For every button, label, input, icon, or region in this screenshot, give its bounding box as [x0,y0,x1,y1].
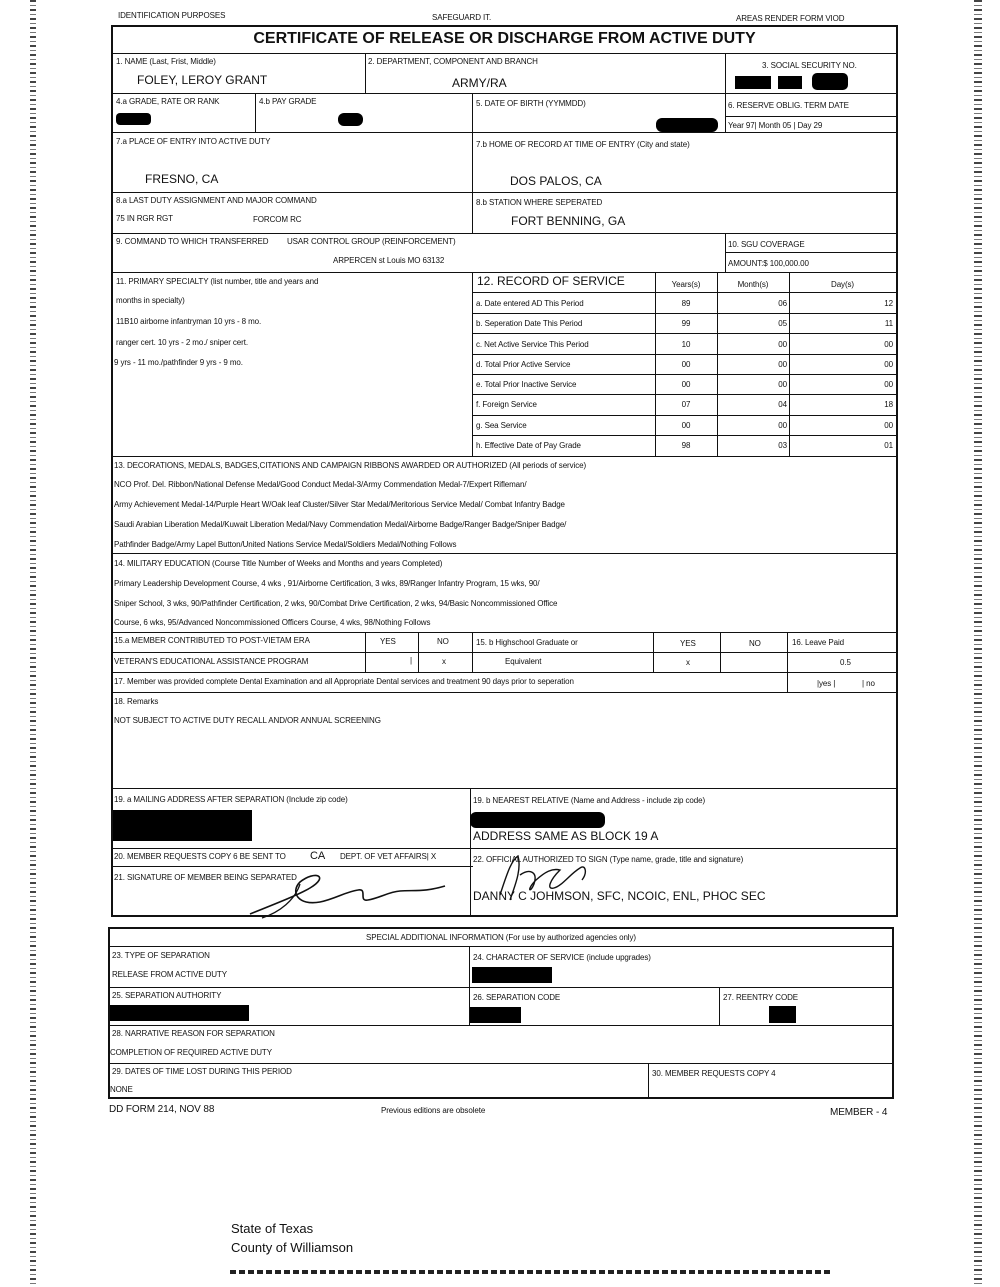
b12-header-years: Years(s) [671,280,701,289]
b12-days: 00 [884,380,893,389]
b23-label: 23. TYPE OF SEPARATION [112,951,210,960]
sep-code-redaction [470,1007,521,1023]
b5-label: 5. DATE OF BIRTH (YYMMDD) [476,99,586,108]
b7b-value: DOS PALOS, CA [510,174,602,188]
scan-edge-right [974,0,982,1287]
b18-remarks-value: NOT SUBJECT TO ACTIVE DUTY RECALL AND/OR ANNUAL SCREENING [114,716,381,725]
b15a-yes-header: YES [380,637,396,646]
cutoff-text-line [230,1270,830,1274]
b15a-label: 15.a MEMBER CONTRIBUTED TO POST-VIETAM ERA [114,636,310,645]
top-left-text: IDENTIFICATION PURPOSES [118,11,226,20]
b4b-label: 4.b PAY GRADE [259,97,317,106]
character-redaction [472,967,552,983]
b6-label: 6. RESERVE OBLIG. TERM DATE [728,101,849,110]
obsolete-note: Previous editions are obsolete [381,1106,486,1115]
b12-row-label: h. Effective Date of Pay Grade [476,441,581,450]
b2-label: 2. DEPARTMENT, COMPONENT AND BRANCH [368,57,538,66]
b9-label: 9. COMMAND TO WHICH TRANSFERRED [116,237,269,246]
b8a-label: 8.a LAST DUTY ASSIGNMENT AND MAJOR COMMAND [116,196,317,205]
b15a-label-2: VETERAN'S EDUCATIONAL ASSISTANCE PROGRAM [114,657,309,666]
b17-no: | no [862,679,875,688]
b19b-label: 19. b NEAREST RELATIVE (Name and Address - include zip code) [473,796,706,805]
b12-days: 11 [884,319,893,328]
form-number: DD FORM 214, NOV 88 [109,1104,215,1115]
top-right-text: AREAS RENDER FORM VIOD [736,14,845,23]
b13-label: 13. DECORATIONS, MEDALS, BADGES,CITATIONS AND CAMPAIGN RIBBONS AWARDED OR AUTHORIZED (All periods of service) [114,461,587,470]
b1-name-value: FOLEY, LEROY GRANT [137,73,268,87]
b17-label: 17. Member was provided complete Dental Examination and all Appropriate Dental services and treatment 90 days prior to seperation [114,677,574,686]
b12-months: 04 [778,400,787,409]
b6-value: Year 97| Month 05 | Day 29 [728,121,823,130]
member-copy: MEMBER - 4 [830,1107,888,1118]
b15b-no-header: NO [749,639,761,648]
b12-title: 12. RECORD OF SERVICE [477,274,625,288]
b12-years: 10 [681,340,691,349]
b12-months: 06 [778,299,787,308]
b12-days: 00 [884,360,893,369]
b27-label: 27. REENTRY CODE [723,993,799,1002]
form-title: CERTIFICATE OF RELEASE OR DISCHARGE FROM ACTIVE DUTY [253,30,756,47]
b12-months: 00 [778,340,787,349]
b12-days: 00 [884,421,893,430]
b9-value: USAR CONTROL GROUP (REINFORCEMENT) [287,237,456,246]
b28-value: COMPLETION OF REQUIRED ACTIVE DUTY [110,1048,272,1057]
b16-value: 0.5 [840,658,851,667]
b11-label: 11. PRIMARY SPECIALTY (list number, title and years and [116,277,319,286]
b13-line: NCO Prof. Del. Ribbon/National Defense Medal/Good Conduct Medal-3/Army Commendation Medal-7/Expert Rifleman/ [114,480,527,489]
b15b-yes-header: YES [680,639,696,648]
dob-redaction [656,118,718,132]
b12-header-months: Month(s) [737,280,769,289]
official-signature [490,850,610,905]
b16-label: 16. Leave Paid [792,638,844,647]
b29-label: 29. DATES OF TIME LOST DURING THIS PERIOD [112,1067,292,1076]
b19b-value: ADDRESS SAME AS BLOCK 19 A [473,829,659,843]
grade-redaction [116,113,151,125]
b20-label: 20. MEMBER REQUESTS COPY 6 BE SENT TO [114,852,286,861]
b9-address-value: ARPERCEN st Louis MO 63132 [333,256,445,265]
b12-days: 18 [884,400,893,409]
b18-label: 18. Remarks [114,697,159,706]
b7a-value: FRESNO, CA [145,172,219,186]
b15b-label: 15. b Highschool Graduate or [476,638,578,647]
b2-branch-value: ARMY/RA [452,76,507,90]
b29-value: NONE [110,1085,133,1094]
b12-days: 00 [884,340,893,349]
b12-months: 03 [778,441,787,450]
relative-redaction [470,812,605,828]
b12-row-label: a. Date entered AD This Period [476,299,584,308]
b12-months: 00 [778,380,787,389]
b12-years: 00 [681,360,691,369]
b8a-command-value: FORCOM RC [253,215,302,224]
notary-county: County of Williamson [231,1240,354,1255]
b21-label: 21. SIGNATURE OF MEMBER BEING SEPARATED [114,873,297,882]
b15a-no-mark: x [442,657,446,666]
b10-label: 10. SGU COVERAGE [728,240,805,249]
b12-months: 05 [778,319,787,328]
paygrade-redaction [338,113,363,126]
member-signature [240,862,460,920]
b15a-yes-mark: | [410,656,412,665]
b4a-label: 4.a GRADE, RATE OR RANK [116,97,220,106]
b15b-label-2: Equivalent [505,657,542,666]
b22-value: DANNY C JOHMSON, SFC, NCOIC, ENL, PHOC SEC [473,889,766,903]
b26-label: 26. SEPARATION CODE [473,993,561,1002]
b11-line: ranger cert. 10 yrs - 2 mo./ sniper cert. [116,338,248,347]
b14-label: 14. MILITARY EDUCATION (Course Title Number of Weeks and Months and years Completed) [114,559,443,568]
b11-label-2: months in specialty) [116,296,185,305]
b15a-no-header: NO [437,637,449,646]
b12-row-label: f. Foreign Service [476,400,537,409]
b8b-value: FORT BENNING, GA [511,214,626,228]
b12-days: 12 [884,299,893,308]
ssn-redaction-3 [812,73,848,90]
form-main-box [111,25,898,917]
b13-line: Pathfinder Badge/Army Lapel Button/United Nations Service Medal/Soldiers Medal/Nothing Follows [114,540,457,549]
b1-label: 1. NAME (Last, Frist, Middle) [116,57,216,66]
b20-dept: DEPT. OF VET AFFAIRS| X [340,852,437,861]
b12-years: 07 [681,400,691,409]
special-header: SPECIAL ADDITIONAL INFORMATION (For use by authorized agencies only) [366,933,636,942]
reentry-redaction [769,1006,796,1023]
b8a-unit-value: 75 IN RGR RGT [116,214,173,223]
b14-line: Sniper School, 3 wks, 90/Pathfinder Certification, 2 wks, 90/Combat Drive Certification, 2 wks, 94/Basic Noncommissioned Office [114,599,558,608]
b7a-label: 7.a PLACE OF ENTRY INTO ACTIVE DUTY [116,137,271,146]
b12-row-label: g. Sea Service [476,421,527,430]
b12-row-label: c. Net Active Service This Period [476,340,589,349]
notary-state: State of Texas [231,1221,314,1236]
b7b-label: 7.b HOME OF RECORD AT TIME OF ENTRY (City and state) [476,140,690,149]
b12-header-days: Day(s) [831,280,854,289]
b12-years: 00 [681,380,691,389]
b23-value: RELEASE FROM ACTIVE DUTY [112,970,227,979]
b12-months: 00 [778,421,787,430]
ssn-redaction-2 [778,76,802,89]
b11-line: 9 yrs - 11 mo./pathfinder 9 yrs - 9 mo. [114,358,243,367]
b17-yes: |yes | [817,679,836,688]
authority-redaction [110,1005,249,1021]
b12-row-label: b. Seperation Date This Period [476,319,583,328]
b12-days: 01 [884,441,893,450]
b12-years: 00 [681,421,691,430]
b10-value: AMOUNT:$ 100,000.00 [728,259,809,268]
b19a-label: 19. a MAILING ADDRESS AFTER SEPARATION (Include zip code) [114,795,348,804]
b25-label: 25. SEPARATION AUTHORITY [112,991,222,1000]
b12-months: 00 [778,360,787,369]
record-of-service-table [472,272,896,456]
b11-line: 11B10 airborne infantryman 10 yrs - 8 mo. [116,317,262,326]
b12-years: 98 [681,441,691,450]
b24-label: 24. CHARACTER OF SERVICE (include upgrades) [473,953,651,962]
b22-label: 22. OFFICIAL AUTHORIZED TO SIGN (Type name, grade, title and signature) [473,855,744,864]
b12-row-label: d. Total Prior Active Service [476,360,571,369]
address-redaction [113,810,252,841]
b12-years: 89 [681,299,691,308]
b15b-yes-mark: x [686,658,690,667]
b8b-label: 8.b STATION WHERE SEPERATED [476,198,603,207]
b14-line: Course, 6 wks, 95/Advanced Noncommissioned Officers Course, 4 wks, 98/Nothing Follows [114,618,431,627]
b14-line: Primary Leadership Development Course, 4 wks , 91/Airborne Certification, 3 wks, 89/Ranger Infantry Program, 15 wks, 90/ [114,579,540,588]
b3-label: 3. SOCIAL SECURITY NO. [762,61,857,70]
b12-row-label: e. Total Prior Inactive Service [476,380,577,389]
b20-state: CA [310,850,326,862]
b13-line: Army Achievement Medal-14/Purple Heart W/Oak leaf Cluster/Silver Star Medal/Meritorious Service Medal/ Combat Infantry Badge [114,500,565,509]
b13-line: Saudi Arabian Liberation Medal/Kuwait Liberation Medal/Navy Commendation Medal/Airborne Badge/Ranger Badge/Sniper Badge/ [114,520,567,529]
top-center-text: SAFEGUARD IT. [432,13,492,22]
ssn-redaction-1 [735,76,771,89]
scan-edge-left [30,0,36,1287]
b30-label: 30. MEMBER REQUESTS COPY 4 [652,1069,776,1078]
b12-years: 99 [681,319,691,328]
b28-label: 28. NARRATIVE REASON FOR SEPARATION [112,1029,275,1038]
